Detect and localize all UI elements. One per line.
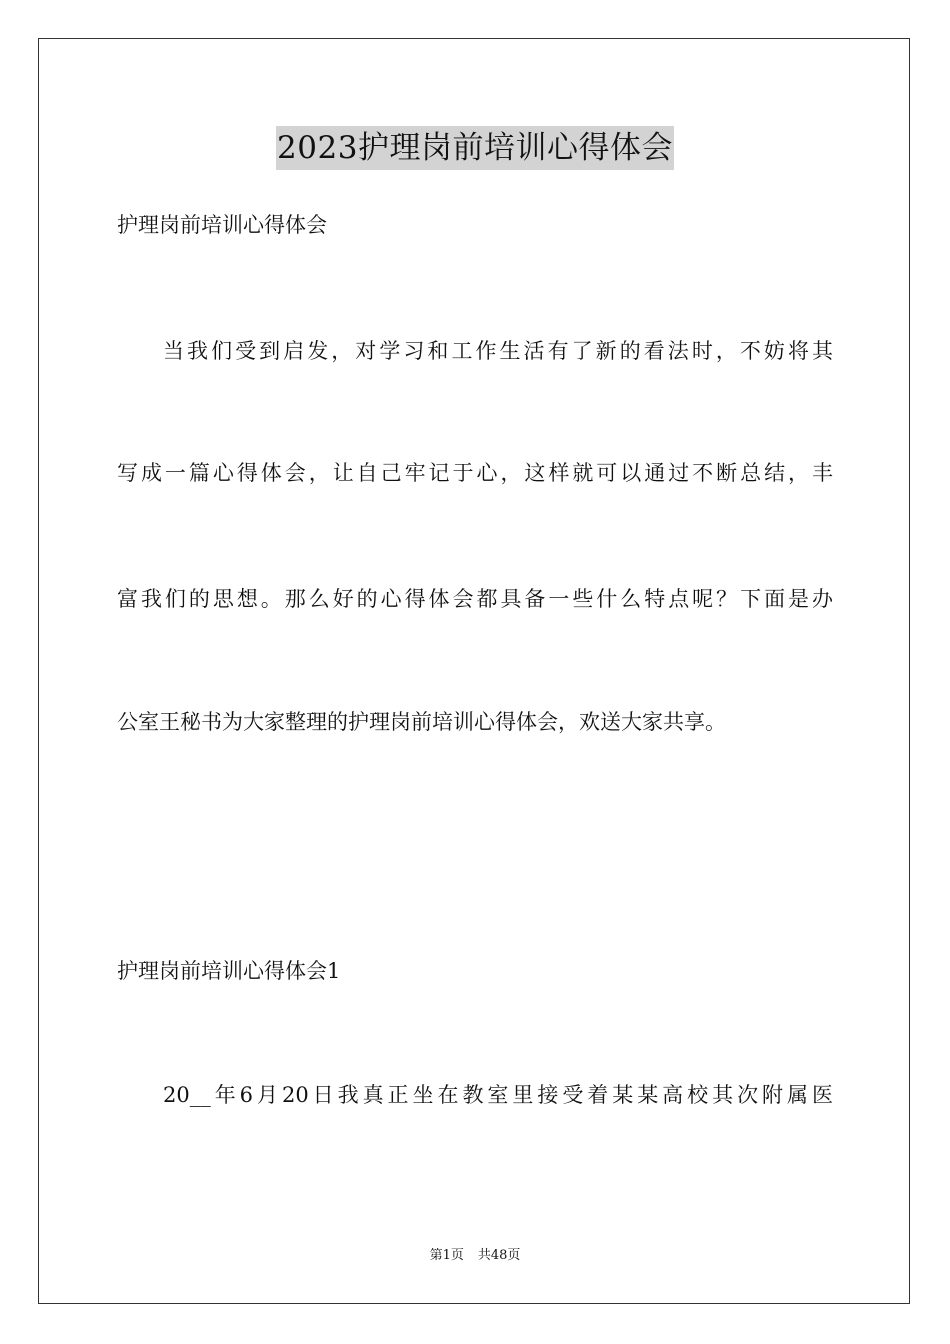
intro-line-3: 富我们的思想。那么好的心得体会都具备一些什么特点呢？下面是办 — [117, 587, 833, 611]
document-title: 2023护理岗前培训心得体会 — [276, 126, 674, 170]
title-area — [0, 126, 950, 170]
page-total: 共48页 — [477, 1248, 521, 1263]
intro-line-2: 写成一篇心得体会，让自己牢记于心，这样就可以通过不断总结，丰 — [117, 461, 833, 485]
subtitle: 护理岗前培训心得体会 — [117, 213, 327, 237]
page-number: 第1页 — [429, 1248, 464, 1263]
page-footer — [0, 1246, 950, 1266]
intro-line-1: 当我们受到启发，对学习和工作生活有了新的看法时，不妨将其 — [163, 339, 833, 363]
section-line-1: 20__年6月20日我真正坐在教室里接受着某某高校其次附属医 — [163, 1083, 833, 1107]
section-heading: 护理岗前培训心得体会1 — [117, 959, 341, 983]
intro-line-4: 公室王秘书为大家整理的护理岗前培训心得体会，欢送大家共享。 — [117, 710, 726, 734]
